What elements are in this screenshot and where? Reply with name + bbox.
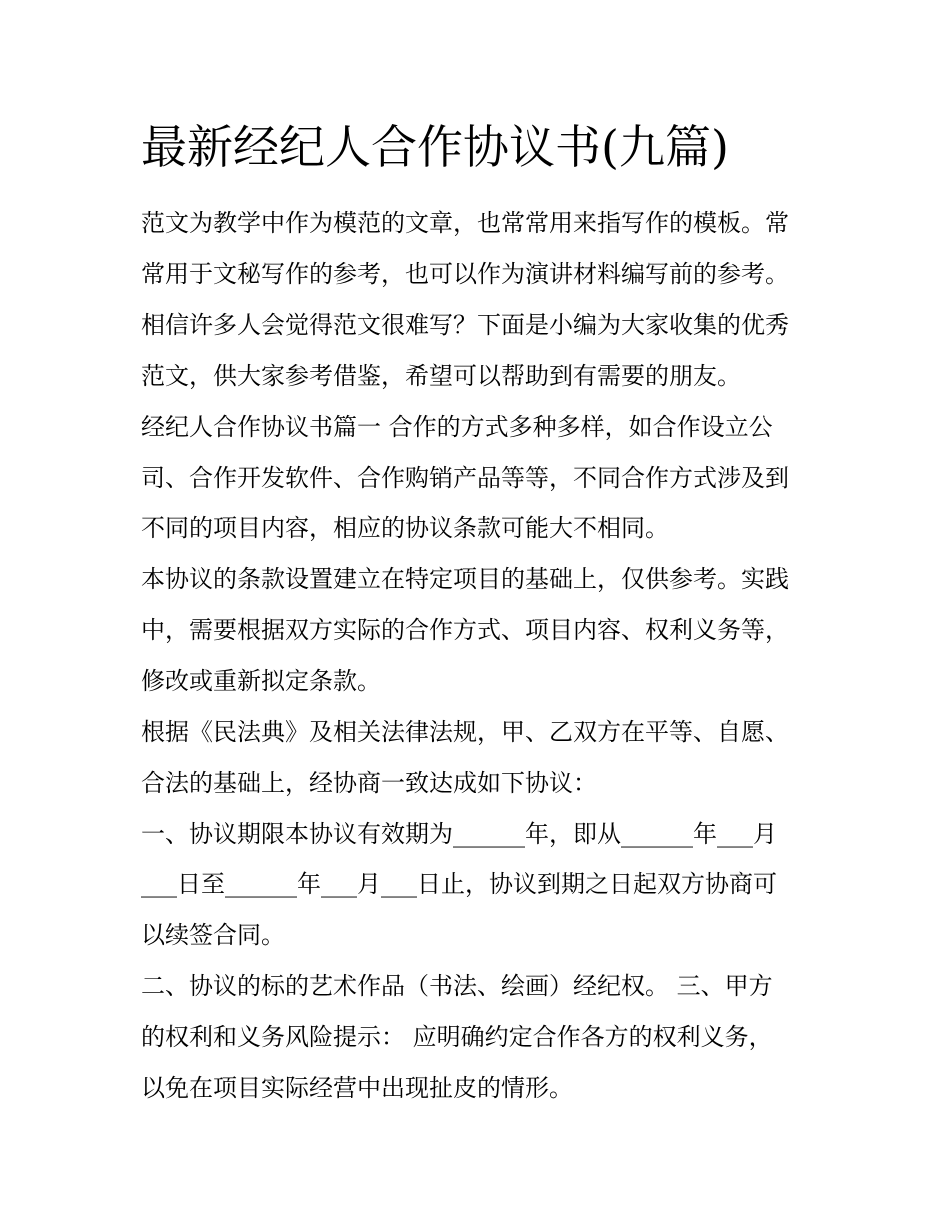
body-line: 经纪人合作协议书篇一 合作的方式多种多样，如合作设立公 xyxy=(141,413,773,441)
body-line: 中，需要根据双方实际的合作方式、项目内容、权利义务等， xyxy=(141,616,789,644)
body-line: 修改或重新拟定条款。 xyxy=(141,667,381,695)
body-line: 范文，供大家参考借鉴，希望可以帮助到有需要的朋友。 xyxy=(141,362,741,390)
body-line: 范文为教学中作为模范的文章，也常常用来指写作的模板。常 xyxy=(141,209,789,237)
body-line: 二、协议的标的艺术作品（书法、绘画）经纪权。 三、甲方 xyxy=(141,972,773,1000)
body-line: 不同的项目内容，相应的协议条款可能大不相同。 xyxy=(141,514,669,542)
body-line: 司、合作开发软件、合作购销产品等等，不同合作方式涉及到 xyxy=(141,464,789,492)
body-line: 根据《民法典》及相关法律法规，甲、乙双方在平等、自愿、 xyxy=(141,718,789,746)
document-title: 最新经纪人合作协议书(九篇) xyxy=(141,120,729,174)
body-line: 一、协议期限本协议有效期为______年，即从______年___月 xyxy=(141,820,777,848)
body-line: 常用于文秘写作的参考，也可以作为演讲材料编写前的参考。 xyxy=(141,260,789,288)
body-line: 相信许多人会觉得范文很难写？下面是小编为大家收集的优秀 xyxy=(141,311,789,339)
body-line: ___日至______年___月___日止，协议到期之日起双方协商可 xyxy=(141,870,777,898)
body-line: 以续签合同。 xyxy=(141,921,285,949)
body-line: 的权利和义务风险提示： 应明确约定合作各方的权利义务， xyxy=(141,1023,773,1051)
body-line: 合法的基础上，经协商一致达成如下协议： xyxy=(141,769,597,797)
body-line: 以免在项目实际经营中出现扯皮的情形。 xyxy=(141,1074,573,1102)
body-line: 本协议的条款设置建立在特定项目的基础上，仅供参考。实践 xyxy=(141,565,789,593)
